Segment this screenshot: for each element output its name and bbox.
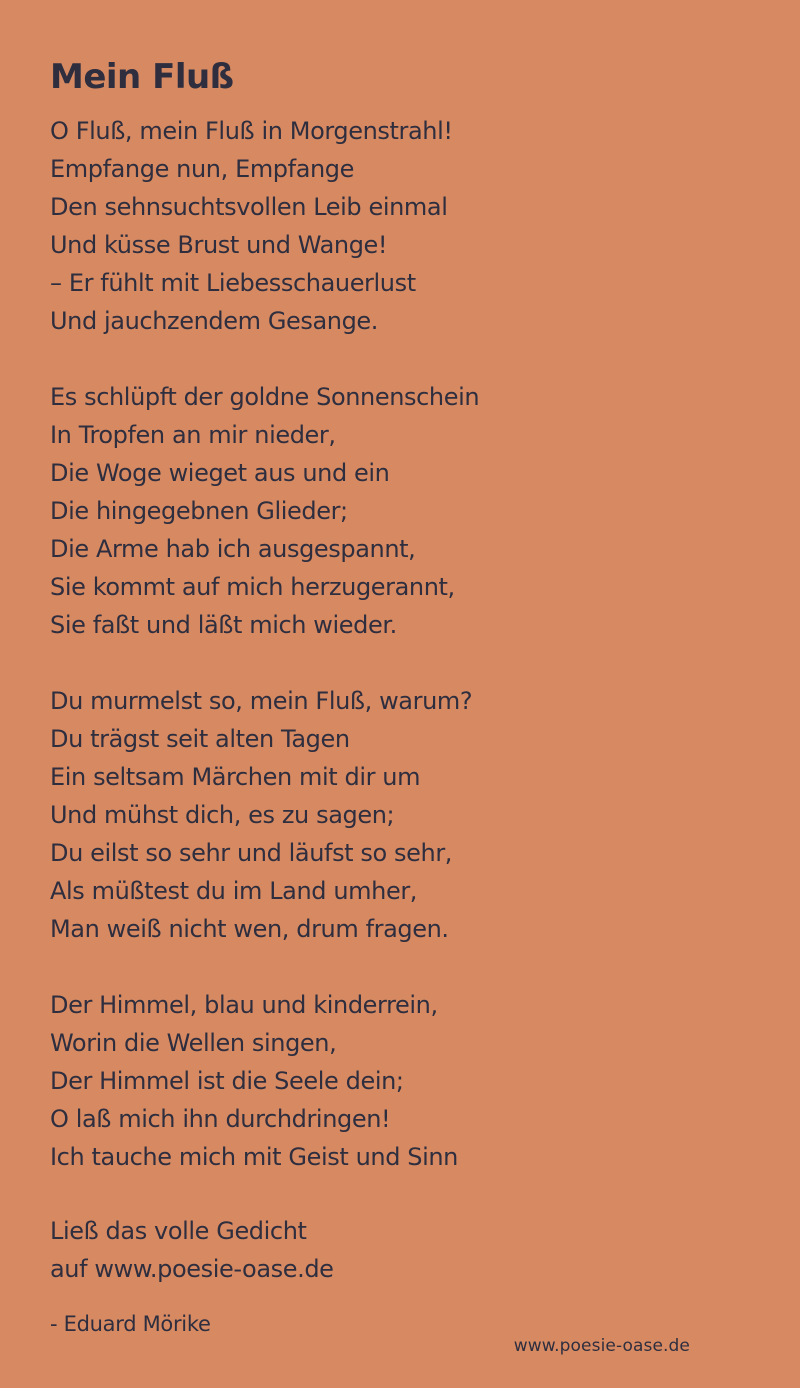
- poem-line: – Er fühlt mit Liebesschauerlust: [50, 269, 416, 297]
- poem-line: Worin die Wellen singen,: [50, 1029, 337, 1057]
- poem-author: - Eduard Mörike: [50, 1312, 211, 1336]
- poem-line: Die hingegebnen Glieder;: [50, 497, 348, 525]
- poem-line: In Tropfen an mir nieder,: [50, 421, 336, 449]
- poem-line: Als müßtest du im Land umher,: [50, 877, 418, 905]
- poem-body: [50, 112, 770, 1214]
- read-full-poem-note: [50, 1212, 334, 1288]
- stanza-1: [50, 112, 770, 340]
- poem-title: Mein Fluß: [50, 57, 234, 97]
- poem-line: Du murmelst so, mein Fluß, warum?: [50, 687, 473, 715]
- stanza-2: [50, 378, 770, 644]
- poem-line: Man weiß nicht wen, drum fragen.: [50, 915, 449, 943]
- cta-line: auf www.poesie-oase.de: [50, 1255, 334, 1283]
- poem-line: Es schlüpft der goldne Sonnenschein: [50, 383, 480, 411]
- stanza-3: [50, 682, 770, 948]
- poem-line: Ein seltsam Märchen mit dir um: [50, 763, 421, 791]
- poem-line: Du trägst seit alten Tagen: [50, 725, 350, 753]
- poem-line: Die Arme hab ich ausgespannt,: [50, 535, 416, 563]
- cta-line: Ließ das volle Gedicht: [50, 1217, 307, 1245]
- poem-line: O Fluß, mein Fluß in Morgenstrahl!: [50, 117, 453, 145]
- stanza-4: [50, 986, 770, 1176]
- poem-line: Und jauchzendem Gesange.: [50, 307, 379, 335]
- poem-line: Die Woge wieget aus und ein: [50, 459, 390, 487]
- poem-line: Und küsse Brust und Wange!: [50, 231, 388, 259]
- poem-line: Ich tauche mich mit Geist und Sinn: [50, 1143, 458, 1171]
- poem-line: Du eilst so sehr und läufst so sehr,: [50, 839, 453, 867]
- poem-line: Sie faßt und läßt mich wieder.: [50, 611, 397, 639]
- poem-line: Und mühst dich, es zu sagen;: [50, 801, 395, 829]
- poem-line: Den sehnsuchtsvollen Leib einmal: [50, 193, 448, 221]
- poem-line: Sie kommt auf mich herzugerannt,: [50, 573, 455, 601]
- website-watermark: www.poesie-oase.de: [513, 1336, 690, 1356]
- poem-line: Empfange nun, Empfange: [50, 155, 355, 183]
- poem-line: Der Himmel ist die Seele dein;: [50, 1067, 404, 1095]
- poem-line: Der Himmel, blau und kinderrein,: [50, 991, 438, 1019]
- poem-line: O laß mich ihn durchdringen!: [50, 1105, 391, 1133]
